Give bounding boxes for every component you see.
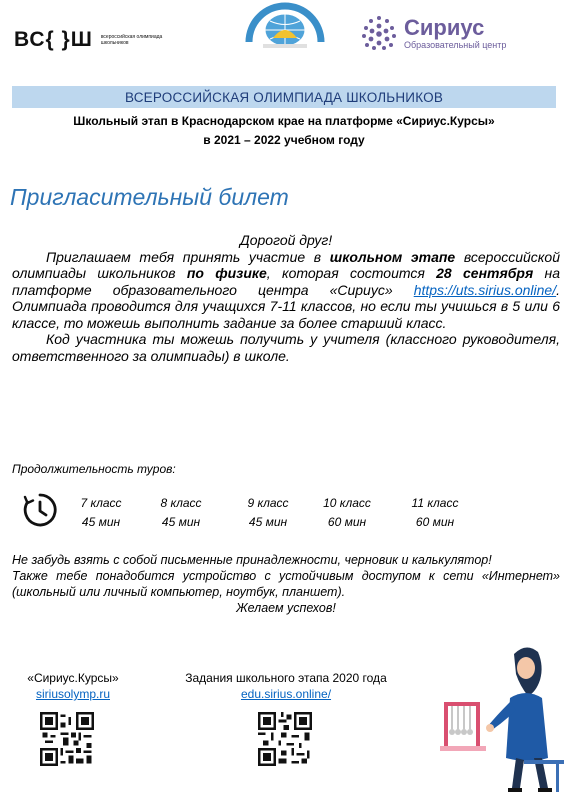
- sirius-logo: [360, 14, 506, 52]
- grade-label: 11 класс: [411, 496, 459, 510]
- vsosh-logo-subtitle: всероссийская олимпиада школьников: [100, 34, 163, 46]
- duration-column-grade-10: [316, 494, 378, 532]
- uts-sirius-link[interactable]: https://uts.sirius.online/: [413, 281, 557, 298]
- footer-left-title: «Сириус.Курсы»: [27, 671, 119, 685]
- subtitle-line-2: в 2021 – 2022 учебном году: [203, 133, 365, 147]
- sirius-logo-subtitle: Образовательный центр: [404, 40, 507, 50]
- vsosh-logo: [14, 28, 171, 52]
- qr-code-icon[interactable]: [40, 712, 94, 766]
- subtitle-line-1: Школьный этап в Краснодарском крае на платформе «Сириус.Курсы»: [73, 114, 495, 128]
- reminder-notes: [12, 552, 560, 616]
- date-emphasis: 28 сентября: [436, 265, 534, 281]
- siriusolymp-link[interactable]: siriusolymp.ru: [35, 687, 110, 701]
- footer-mid-title: Задания школьного этапа 2020 года: [185, 671, 387, 685]
- duration-column-grade-7: [76, 494, 126, 532]
- school-stage-emphasis: школьном этапе: [329, 248, 456, 265]
- sirius-logo-title: Сириус: [404, 15, 485, 40]
- note-device: Также тебе понадобится устройство с устойчивым доступом к сети «Интернет» (школьный или личный компьютер, ноутбук, планшет).: [12, 569, 560, 599]
- grade-time: 45 мин: [248, 515, 288, 529]
- giftedness-center-emblem-icon: [243, 2, 327, 48]
- invitation-paragraph-2: Код участника ты можешь получить у учителя (классного руководителя, ответственного за олимпиады) в школе.: [12, 331, 560, 364]
- p1-text-e: , которая состоится: [266, 265, 437, 281]
- duration-label: Продолжительность туров:: [12, 462, 176, 476]
- duration-column-grade-8: [156, 494, 206, 532]
- student-with-newtons-cradle-illustration: [440, 640, 568, 798]
- vsosh-logo-word: ВС{ }Ш: [14, 28, 93, 51]
- footer-past-tasks: [150, 670, 422, 702]
- p1-text-g: на платформе образовательного центра «Сириус»: [12, 265, 560, 298]
- greeting: Дорогой друг!: [239, 232, 333, 248]
- grade-time: 45 мин: [161, 515, 201, 529]
- clock-icon: [22, 492, 58, 528]
- invitation-body: [12, 232, 560, 364]
- grade-time: 60 мин: [327, 515, 367, 529]
- footer-sirius-courses: [14, 670, 132, 702]
- grade-time: 60 мин: [415, 515, 455, 529]
- edu-sirius-link[interactable]: edu.sirius.online/: [240, 687, 332, 701]
- stage-subtitle: [12, 112, 556, 150]
- qr-code-icon[interactable]: [258, 712, 312, 766]
- duration-column-grade-11: [404, 494, 466, 532]
- sirius-dots-icon: [360, 14, 398, 52]
- note-good-luck: Желаем успехов!: [236, 601, 336, 615]
- grade-label: 9 класс: [247, 496, 289, 510]
- olympiad-banner: [12, 86, 556, 108]
- subject-emphasis: по физике: [186, 265, 267, 281]
- p1-text-a: Приглашаем тебя принять участие в: [46, 248, 330, 265]
- grade-label: 7 класс: [80, 496, 122, 510]
- p1-text-c: всероссийской олимпиады школьников: [12, 248, 560, 281]
- banner-title: ВСЕРОССИЙСКАЯ ОЛИМПИАДА ШКОЛЬНИКОВ: [124, 89, 444, 105]
- p1-text-h: . Олимпиада проводится для учащихся 7-11 классов, но если ты учишься в 5 или 6 классе, то можешь выполнить задание за более старший класс.: [12, 281, 560, 331]
- grade-label: 10 класс: [323, 496, 371, 510]
- duration-column-grade-9: [240, 494, 296, 532]
- note-supplies: Не забудь взять с собой письменные принадлежности, черновик и калькулятор!: [12, 553, 492, 567]
- invitation-paragraph-1: [12, 249, 560, 332]
- invitation-title: Пригласительный билет: [10, 184, 289, 210]
- grade-label: 8 класс: [160, 496, 202, 510]
- grade-time: 45 мин: [81, 515, 121, 529]
